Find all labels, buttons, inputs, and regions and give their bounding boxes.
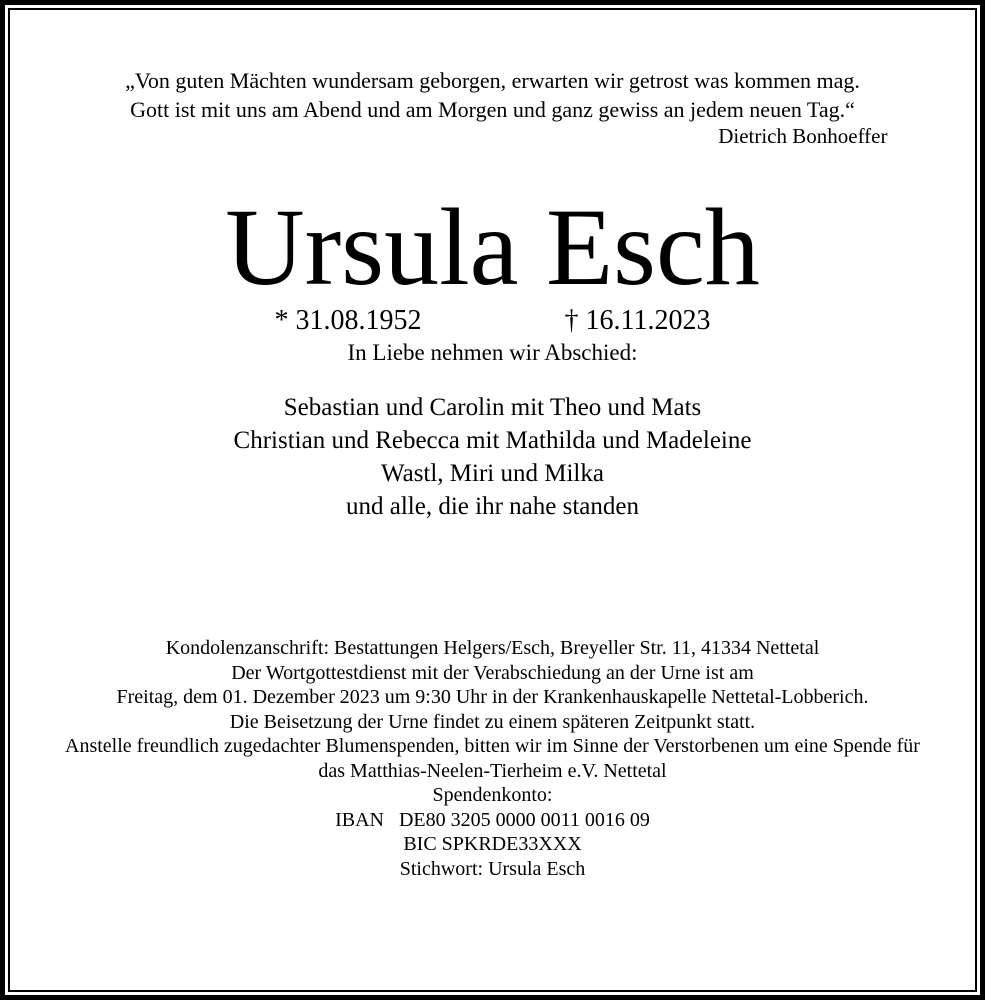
burial-line: Die Beisetzung der Urne findet zu einem späteren Zeitpunkt statt. bbox=[229, 710, 756, 733]
bic-line: BIC SPKRDE33XXX bbox=[403, 833, 582, 855]
service-line: Der Wortgottestdienst mit der Verabschiedung an der Urne ist am bbox=[231, 661, 754, 684]
mourners-line: Sebastian und Carolin mit Theo und Mats bbox=[283, 394, 702, 421]
notice-inner-frame bbox=[8, 8, 977, 992]
mourners-line: Wastl, Miri und Milka bbox=[381, 460, 604, 487]
mourners-list bbox=[10, 391, 975, 523]
farewell-intro: In Liebe nehmen wir Abschied: bbox=[347, 340, 638, 365]
donation-request-line: Anstelle freundlich zugedachter Blumenspenden, bitten wir im Sinne der Verstorbenen um eine Spende für bbox=[65, 735, 920, 757]
keyword-line: Stichwort: Ursula Esch bbox=[399, 857, 586, 880]
quote-attribution: Dietrich Bonhoeffer bbox=[718, 124, 888, 148]
deceased-name: Ursula Esch bbox=[225, 186, 760, 308]
iban-line bbox=[10, 808, 975, 833]
donation-heading: Spendenkonto: bbox=[432, 784, 553, 806]
life-dates bbox=[10, 304, 975, 338]
opening-quote bbox=[98, 66, 888, 148]
service-details bbox=[10, 636, 975, 881]
quote-line-2: Gott ist mit uns am Abend und am Morgen und ganz gewiss an jedem neuen Tag.“ bbox=[130, 97, 855, 122]
iban-number: DE80 3205 0000 0011 0016 09 bbox=[398, 808, 650, 831]
birth-date: * 31.08.1952 bbox=[274, 305, 422, 336]
mourners-line: Christian und Rebecca mit Mathilda und Madeleine bbox=[233, 427, 752, 454]
service-line: Freitag, dem 01. Dezember 2023 um 9:30 Uhr in der Krankenhauskapelle Nettetal-Lobberich. bbox=[116, 686, 869, 708]
mourners-line: und alle, die ihr nahe standen bbox=[346, 493, 639, 520]
donation-request-line: das Matthias-Neelen-Tierheim e.V. Nettetal bbox=[318, 759, 667, 782]
death-date: † 16.11.2023 bbox=[564, 305, 711, 336]
quote-line-1: „Von guten Mächten wundersam geborgen, erwarten wir getrost was kommen mag. bbox=[125, 68, 860, 93]
iban-label: IBAN bbox=[335, 808, 384, 831]
condolence-address: Kondolenzanschrift: Bestattungen Helgers/Esch, Breyeller Str. 11, 41334 Nettetal bbox=[165, 637, 820, 659]
